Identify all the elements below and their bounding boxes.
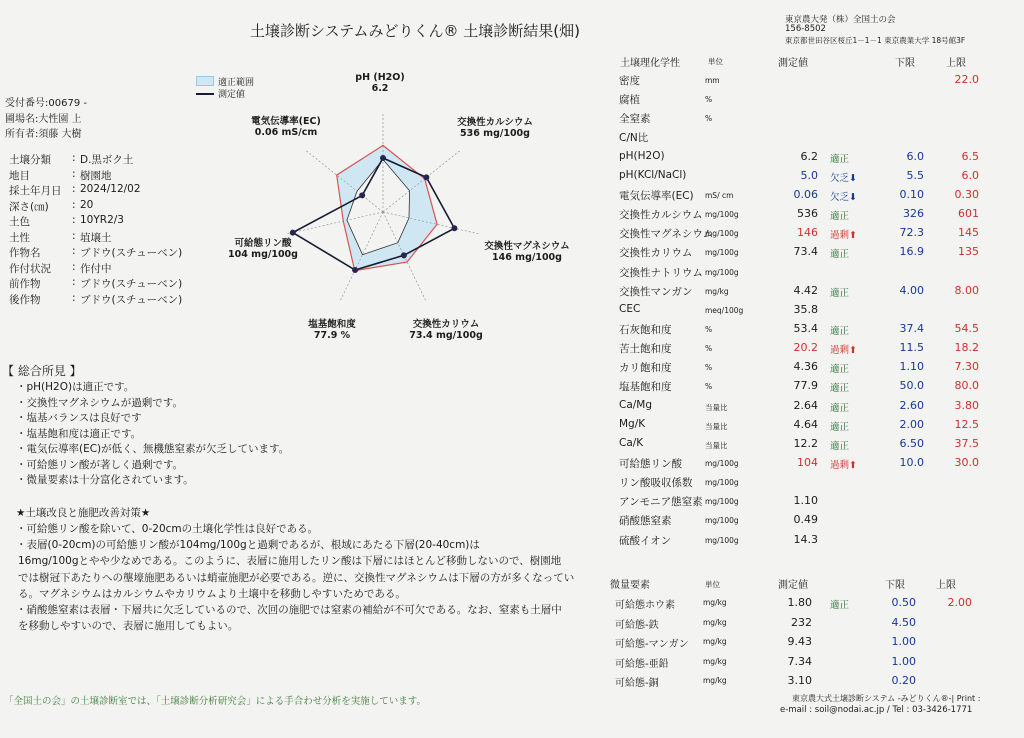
table-header-unit: 単位 bbox=[708, 57, 723, 66]
row-high: 37.5 bbox=[954, 436, 979, 450]
row-high: 6.0 bbox=[961, 168, 979, 182]
radar-label-calcium: 交換性カルシウム 536 mg/100g bbox=[457, 117, 533, 139]
row-status: 欠乏⬇ bbox=[830, 191, 857, 203]
micro-name: 可給態-マンガン bbox=[615, 639, 689, 650]
row-value: 20.2 bbox=[793, 341, 818, 355]
measured-point bbox=[359, 192, 365, 198]
finding-line: ・可給態リン酸が著しく過剰です。 bbox=[16, 458, 184, 471]
row-name: C/N比 bbox=[619, 132, 649, 145]
row-name: 可給態リン酸 bbox=[619, 458, 682, 470]
profile-colon: : bbox=[72, 183, 76, 195]
row-status: 適正 bbox=[830, 364, 850, 376]
row-unit: % bbox=[705, 363, 713, 373]
row-high: 145 bbox=[958, 226, 979, 240]
row-status: 過剰⬆ bbox=[830, 345, 857, 357]
row-low: 10.0 bbox=[899, 456, 924, 469]
profile-label: 後作物 bbox=[9, 293, 41, 306]
micro-header-item: 微量要素 bbox=[610, 580, 650, 591]
profile-value: D.黒ボク土 bbox=[80, 154, 134, 166]
micro-value: 232 bbox=[791, 615, 812, 629]
row-name: pH(KCl/NaCl) bbox=[619, 168, 687, 181]
row-name: 全窒素 bbox=[619, 113, 651, 126]
advice-line: ・可給態リン酸を除いて、0-20cmの土壌化学性は良好である。 bbox=[16, 523, 319, 535]
micro-unit: mg/kg bbox=[703, 656, 727, 666]
profile-value: 20 bbox=[80, 198, 94, 211]
row-value: 4.42 bbox=[793, 283, 818, 297]
row-value: 146 bbox=[797, 226, 818, 240]
row-low: 72.3 bbox=[899, 226, 924, 240]
measured-point bbox=[352, 267, 358, 273]
micro-unit: mg/kg bbox=[703, 617, 727, 627]
finding-line: ・塩基バランスは良好です bbox=[16, 412, 142, 424]
row-value: 2.64 bbox=[793, 398, 818, 412]
row-value: 4.36 bbox=[793, 360, 818, 374]
row-unit: mg/kg bbox=[705, 286, 729, 296]
row-unit: 当量比 bbox=[705, 421, 728, 431]
row-unit: mg/100g bbox=[705, 248, 739, 258]
row-unit: meq/100g bbox=[705, 305, 744, 315]
row-name: 密度 bbox=[619, 75, 640, 87]
row-unit: mg/100g bbox=[705, 516, 739, 526]
legend-range-label: 適正範囲 bbox=[218, 78, 255, 88]
profile-colon: : bbox=[72, 198, 76, 211]
row-low: 6.0 bbox=[906, 149, 924, 163]
row-value: 0.06 bbox=[793, 187, 818, 201]
row-value: 12.2 bbox=[793, 436, 818, 450]
row-name: アンモニア態窒素 bbox=[619, 496, 703, 509]
profile-colon: : bbox=[72, 245, 76, 257]
row-name: 交換性カリウム bbox=[619, 247, 693, 260]
radar-label-phosphate: 可給態リン酸 104 mg/100g bbox=[228, 238, 298, 260]
micro-low: 0.20 bbox=[891, 674, 916, 687]
advice-line: では樹冠下あたりへの壟壕施肥あるいは蛸壷施肥が必要である。逆に、交換性マグネシウムは下層の方が多くなってい bbox=[18, 571, 575, 584]
row-value: 14.3 bbox=[793, 532, 818, 546]
org-zip: 156-8502 bbox=[785, 24, 826, 34]
row-name: 交換性マグネシウム bbox=[619, 228, 714, 241]
footer-note: 「全国土の会」の土壌診断室では、「土壌診断分析研究会」による手合わせ分析を実施しています。 bbox=[4, 696, 426, 707]
row-unit: mm bbox=[705, 76, 720, 85]
row-name: 石灰飽和度 bbox=[619, 323, 672, 336]
row-value: 77.9 bbox=[793, 379, 818, 393]
row-unit: % bbox=[705, 114, 713, 124]
radar-label-base-saturation: 塩基飽和度 77.9 % bbox=[308, 319, 356, 341]
row-name: Ca/Mg bbox=[619, 398, 653, 411]
table-header-low: 下限 bbox=[895, 58, 915, 69]
row-value: 5.0 bbox=[800, 168, 818, 182]
row-low: 5.5 bbox=[906, 168, 924, 182]
row-status: 適正 bbox=[830, 249, 850, 261]
advice-line: を移動しやすいので、表層に施用してもよい。 bbox=[18, 620, 239, 633]
advice-heading: ★土壌改良と施肥改善対策★ bbox=[16, 507, 151, 519]
measured-point bbox=[451, 225, 457, 231]
micro-name: 可給態-鉄 bbox=[615, 619, 659, 631]
profile-label: 作付状況 bbox=[9, 262, 51, 275]
row-unit: % bbox=[705, 344, 713, 354]
micro-header-high: 上限 bbox=[936, 580, 956, 591]
row-low: 11.5 bbox=[899, 341, 924, 355]
advice-line: 16mg/100gとやや少なめである。このように、表層に施用したリン酸は下層にはほとんど移動しないので、樹園地 bbox=[18, 555, 562, 568]
measured-point bbox=[423, 174, 429, 180]
radar-label-magnesium: 交換性マグネシウム 146 mg/100g bbox=[484, 241, 570, 263]
profile-value: ブドウ(スチューベン) bbox=[80, 247, 183, 259]
row-name: 交換性カルシウム bbox=[619, 209, 703, 222]
row-name: 腐植 bbox=[619, 94, 640, 107]
micro-value: 1.80 bbox=[787, 596, 812, 609]
row-unit: mg/100g bbox=[705, 210, 739, 220]
row-value: 73.4 bbox=[793, 245, 818, 259]
row-value: 53.4 bbox=[793, 321, 818, 335]
row-value: 1.10 bbox=[793, 494, 818, 508]
row-status: 過剰⬆ bbox=[830, 460, 857, 471]
table-header-value: 測定値 bbox=[778, 58, 808, 69]
row-high: 601 bbox=[958, 207, 979, 221]
profile-value: ブドウ(スチューベン) bbox=[80, 293, 183, 306]
micro-low: 1.00 bbox=[891, 635, 916, 648]
report-title: 土壌診断システムみどりくん® 土壌診断結果(畑) bbox=[250, 22, 580, 40]
finding-line: ・交換性マグネシウムが過剰です。 bbox=[16, 396, 183, 409]
profile-colon: : bbox=[72, 167, 76, 180]
advice-line: ・硝酸態窒素は表層・下層共に欠乏しているので、次回の施肥では窒素の補給が不可欠である。なお、窒素も土層中 bbox=[16, 604, 562, 616]
row-high: 18.2 bbox=[954, 341, 979, 355]
org-name: 東京農大発（株）全国土の会 bbox=[785, 15, 896, 25]
row-value: 0.49 bbox=[793, 513, 818, 527]
row-name: リン酸吸収係数 bbox=[619, 477, 693, 490]
row-status: 適正 bbox=[830, 421, 850, 433]
row-name: 交換性マンガン bbox=[619, 285, 693, 298]
owner-name: 所有者:須藤 大樹 bbox=[5, 129, 82, 140]
profile-value: 2024/12/02 bbox=[80, 183, 141, 195]
advice-line: る。マグネシウムはカルシウムやカリウムより土壌中を移動しやすいためである。 bbox=[18, 587, 406, 600]
micro-name: 可給態ホウ素 bbox=[615, 600, 675, 611]
row-unit: mg/100g bbox=[705, 267, 739, 277]
row-high: 54.5 bbox=[954, 321, 979, 335]
finding-line: ・塩基飽和度は適正です。 bbox=[16, 427, 142, 440]
row-name: カリ飽和度 bbox=[619, 362, 672, 375]
row-unit: 当量比 bbox=[705, 440, 728, 450]
profile-colon: : bbox=[72, 260, 76, 273]
row-status: 適正 bbox=[830, 383, 850, 395]
row-name: 電気伝導率(EC) bbox=[619, 189, 694, 202]
profile-value: 10YR2/3 bbox=[80, 214, 124, 226]
org-address: 東京都世田谷区桜丘1－1－1 東京農業大学 18号館3F bbox=[785, 36, 966, 45]
row-status: 適正 bbox=[830, 211, 850, 223]
micro-low: 0.50 bbox=[891, 596, 916, 609]
row-high: 30.0 bbox=[954, 456, 979, 469]
profile-label: 土壌分類 bbox=[9, 154, 51, 166]
footer-contact: e-mail : soil@nodai.ac.jp / Tel : 03-3426-1771 bbox=[780, 705, 973, 715]
row-unit: mg/100g bbox=[705, 535, 739, 545]
row-high: 22.0 bbox=[954, 73, 979, 86]
profile-value: 埴壌土 bbox=[80, 231, 112, 244]
profile-label: 深さ(㎝) bbox=[9, 200, 49, 213]
findings-heading: 【 総合所見 】 bbox=[2, 364, 82, 378]
row-low: 2.00 bbox=[899, 417, 924, 431]
row-low: 4.00 bbox=[899, 283, 924, 297]
row-low: 16.9 bbox=[899, 245, 924, 259]
row-unit: 当量比 bbox=[705, 402, 728, 412]
profile-label: 土性 bbox=[9, 231, 30, 244]
table-header-high: 上限 bbox=[946, 58, 966, 69]
profile-colon: : bbox=[72, 276, 76, 288]
measured-point bbox=[401, 252, 407, 258]
profile-label: 作物名 bbox=[9, 247, 41, 259]
row-unit: mS/ cm bbox=[705, 190, 734, 200]
row-unit: mg/100g bbox=[705, 229, 739, 239]
micro-value: 9.43 bbox=[787, 635, 812, 648]
row-status: 適正 bbox=[830, 440, 850, 452]
legend-measured-label: 測定値 bbox=[218, 90, 246, 100]
profile-value: ブドウ(スチューベン) bbox=[80, 278, 183, 290]
row-high: 3.80 bbox=[954, 398, 979, 412]
row-status: 適正 bbox=[830, 325, 850, 337]
row-low: 326 bbox=[903, 207, 924, 221]
profile-colon: : bbox=[72, 152, 76, 164]
row-name: 交換性ナトリウム bbox=[619, 266, 703, 279]
row-low: 2.60 bbox=[899, 398, 924, 412]
row-status: 過剰⬆ bbox=[830, 230, 857, 242]
row-status: 適正 bbox=[830, 287, 850, 299]
row-value: 6.2 bbox=[800, 149, 818, 163]
row-low: 50.0 bbox=[899, 379, 924, 393]
row-unit: % bbox=[705, 95, 713, 105]
row-high: 80.0 bbox=[954, 379, 979, 393]
micro-header-unit: 単位 bbox=[705, 580, 720, 589]
row-high: 8.00 bbox=[954, 283, 979, 297]
row-unit: % bbox=[705, 382, 713, 392]
row-high: 6.5 bbox=[961, 149, 979, 163]
micro-unit: mg/kg bbox=[703, 676, 727, 685]
profile-label: 土色 bbox=[9, 216, 30, 228]
micro-low: 4.50 bbox=[891, 615, 916, 629]
row-unit: mg/100g bbox=[705, 478, 739, 488]
row-name: Ca/K bbox=[619, 436, 644, 449]
row-name: 塩基飽和度 bbox=[619, 381, 672, 394]
profile-value: 樹園地 bbox=[80, 169, 112, 182]
micro-value: 7.34 bbox=[787, 654, 812, 668]
row-unit: % bbox=[705, 324, 713, 334]
table-header-item: 土壌理化学性 bbox=[620, 58, 680, 69]
row-name: Mg/K bbox=[619, 417, 646, 430]
row-status: 適正 bbox=[830, 402, 850, 414]
reception-number: 受付番号:00679 - bbox=[5, 98, 87, 109]
row-status: 欠乏⬇ bbox=[830, 172, 857, 184]
row-high: 7.30 bbox=[954, 360, 979, 374]
micro-name: 可給態-銅 bbox=[615, 678, 659, 689]
row-value: 4.64 bbox=[793, 417, 818, 431]
row-value: 35.8 bbox=[793, 302, 818, 316]
profile-colon: : bbox=[72, 214, 76, 226]
micro-low: 1.00 bbox=[891, 654, 916, 668]
profile-label: 地目 bbox=[9, 169, 30, 182]
micro-unit: mg/kg bbox=[703, 637, 727, 646]
profile-label: 前作物 bbox=[9, 278, 41, 290]
row-high: 12.5 bbox=[954, 417, 979, 431]
finding-line: ・pH(H2O)は適正です。 bbox=[16, 381, 135, 393]
finding-line: ・電気伝導率(EC)が低く、無機態窒素が欠乏しています。 bbox=[16, 443, 290, 455]
micro-status: 適正 bbox=[830, 600, 850, 611]
measured-point bbox=[380, 155, 386, 161]
advice-line: ・表層(0-20cm)の可給態リン酸が104mg/100gと過剰であるが、根域にあたる下層(20-40cm)は bbox=[16, 539, 480, 552]
radar-label-potassium: 交換性カリウム 73.4 mg/100g bbox=[409, 319, 483, 341]
row-name: 硝酸態窒素 bbox=[619, 515, 672, 528]
footer-system: 東京農大式土壌診断システム -みどりくん®-| Print : bbox=[792, 694, 981, 703]
profile-label: 採土年月日 bbox=[9, 185, 62, 197]
row-name: pH(H2O) bbox=[619, 149, 665, 162]
row-name: 硫酸イオン bbox=[619, 534, 672, 547]
row-low: 0.10 bbox=[899, 187, 924, 201]
micro-high: 2.00 bbox=[947, 596, 972, 609]
micro-header-low: 下限 bbox=[885, 580, 905, 591]
profile-colon: : bbox=[72, 291, 76, 304]
row-unit: mg/100g bbox=[705, 497, 739, 507]
row-value: 536 bbox=[797, 207, 818, 221]
micro-name: 可給態-亜鉛 bbox=[615, 658, 669, 670]
row-unit: mg/100g bbox=[705, 459, 739, 468]
row-status: 適正 bbox=[830, 153, 850, 165]
micro-value: 3.10 bbox=[787, 674, 812, 687]
row-name: 苦土飽和度 bbox=[619, 343, 672, 356]
row-low: 6.50 bbox=[899, 436, 924, 450]
micro-unit: mg/kg bbox=[703, 598, 727, 607]
radar-label-ec: 電気伝導率(EC) 0.06 mS/cm bbox=[251, 116, 321, 138]
radar-label-ph: pH (H2O) 6.2 bbox=[355, 72, 405, 94]
row-low: 1.10 bbox=[899, 360, 924, 374]
micro-header-value: 測定値 bbox=[778, 580, 808, 591]
row-value: 104 bbox=[797, 456, 818, 469]
row-high: 135 bbox=[958, 245, 979, 259]
row-name: CEC bbox=[619, 302, 641, 315]
profile-value: 作付中 bbox=[80, 262, 112, 275]
field-name: 圃場名:大性園 上 bbox=[5, 114, 82, 125]
profile-colon: : bbox=[72, 229, 76, 242]
row-low: 37.4 bbox=[899, 321, 924, 335]
finding-line: ・微量要素は十分富化されています。 bbox=[16, 474, 194, 486]
row-high: 0.30 bbox=[954, 187, 979, 201]
